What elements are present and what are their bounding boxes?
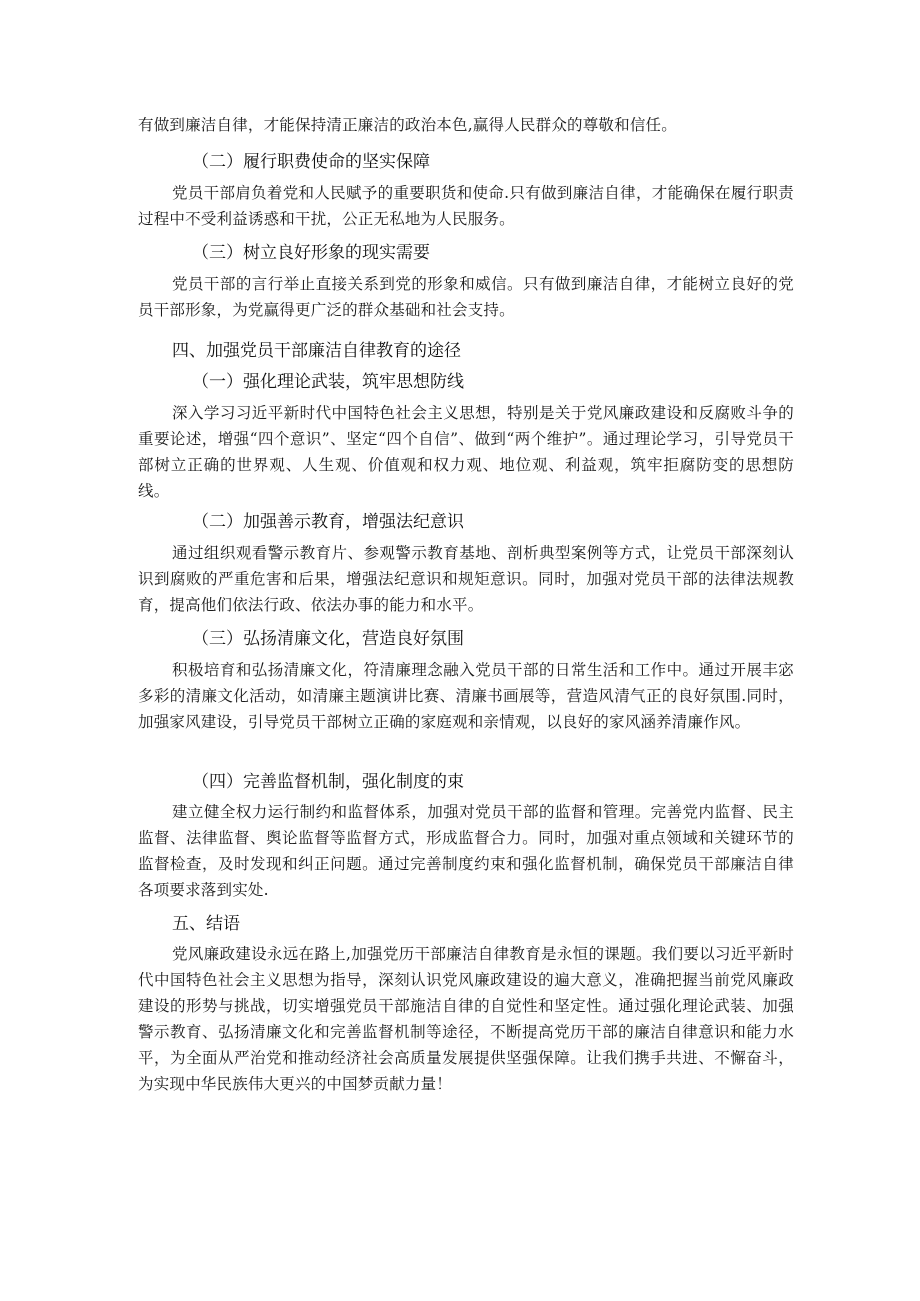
paragraph-continuation: 有做到廉洁自律，才能保持清正廉洁的政治本色,赢得人民群众的尊敬和信任。 <box>138 116 677 134</box>
paragraph-duty-guarantee: 党员干部肩负着党和人民赋予的重要职货和使命.只有做到廉洁自律，才能确保在履行职责过程中不受利益诱惑和干扰，公正无私地为人民服务。 <box>138 184 794 228</box>
heading-section-2-subsection-2: （二）履行职费使命的坚实保障 <box>192 152 430 172</box>
heading-section-4-subsection-2: （二）加强善示教育，增强法纪意识 <box>192 512 464 532</box>
heading-section-4-subsection-1: （一）强化理论武装，筑牢思想防线 <box>192 372 464 392</box>
heading-section-5: 五、结语 <box>172 914 240 934</box>
paragraph-conclusion: 党风廉政建设永远在路上,加强党历干部廉洁自律教育是永恒的课题。我们要以习近平新时代中国特色社会主义思想为指导，深刻认识党风廉政建设的遍大意义，准确把握当前党风廉政建设的形势与挑战，切实增强党员干部施洁自律的自觉性和坚定性。通过强化理论武装、加强警示教育、弘扬清廉文化和完善监督机制等途径，不断提高党历干部的廉洁自律意识和能力水平，为全面从严治党和推动经济社会高质量发展提供坚强保障。让我们携手共进、不懈奋斗，为实现中华民族伟大更兴的中国梦贡献力量！ <box>138 945 794 1093</box>
heading-section-4: 四、加强党员干部廉洁自律教育的途径 <box>172 341 461 361</box>
paragraph-warning-education: 通过组织观看警示教育片、参观警示教育基地、剖析典型案例等方式，让党员干部深刻认识到腐败的严重危害和后果，增强法纪意识和规矩意识。同时，加强对党员干部的法律法规教育，提高他们依法行政、依法办事的能力和水平。 <box>138 544 794 614</box>
heading-section-4-subsection-3: （三）弘扬清廉文化，营造良好氛围 <box>192 629 464 649</box>
paragraph-image-need: 党员干部的言行举止直接关系到党的形象和威信。只有做到廉洁自律，才能树立良好的党员干部形象，为党赢得更广泛的群众基础和社会支持。 <box>138 275 794 319</box>
heading-section-4-subsection-4: （四）完善监督机制，强化制度的束 <box>192 772 464 792</box>
paragraph-supervision: 建立健全权力运行制约和监督体系，加强对党员干部的监督和管理。完善党内监督、民主监督、法律监督、舆论监督等监督方式，形成监督合力。同时，加强对重点领域和关键环节的监督检查，及时发现和纠正问题。通过完善制度约束和强化监督机制，确保党员干部廉洁自律各项要求落到实处. <box>138 803 794 899</box>
heading-section-2-subsection-3: （三）树立良好形象的现实需要 <box>192 243 430 263</box>
paragraph-clean-culture: 积极培育和弘扬清廉文化，符清廉理念融入党员干部的日常生活和工作中。通过开展丰宓多彩的清廉文化活动，如清廉主题演讲比赛、清廉书画展等，营造风清气正的良好氛围.同时，加强家风建设，引导党员干部树立正确的家庭观和亲情观，以良好的家风涵养清廉作风。 <box>138 661 794 731</box>
paragraph-theory-study: 深入学习习近平新时代中国特色社会主义思想，特别是关于党风廉政建设和反腐败斗争的重要论述，增强“四个意识”、坚定“四个自信”、做到“两个维护”。通过理论学习，引导党员干部树立正确的世界观、人生观、价值观和权力观、地位观、利益观，筑牢拒腐防变的思想防线。 <box>138 404 794 500</box>
